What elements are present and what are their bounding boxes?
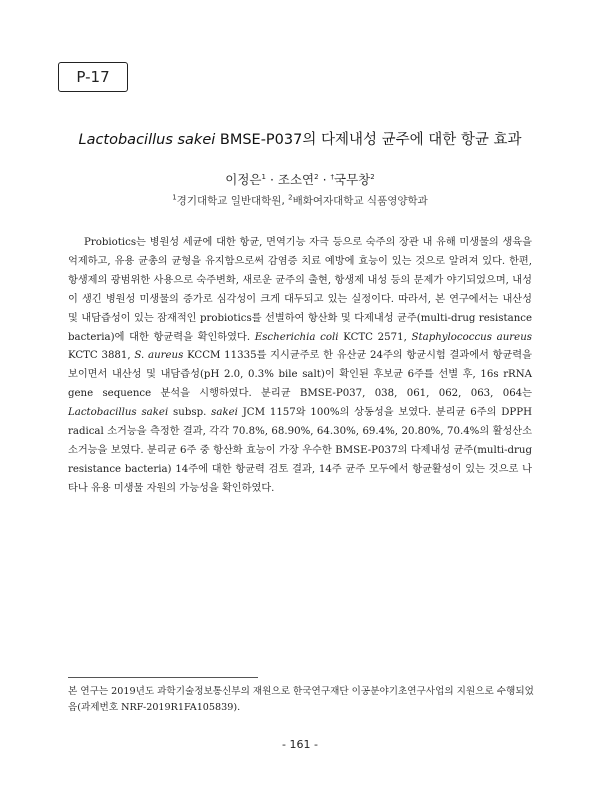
affil-2-mark: 2 xyxy=(288,193,293,202)
affil-1-mark: 1 xyxy=(172,193,177,202)
author-3-name: 국무창 xyxy=(334,172,371,187)
author-1-name: 이정은 xyxy=(225,172,262,187)
page-number: - 161 - xyxy=(282,738,318,751)
species-name: sakei xyxy=(211,407,238,419)
species-name: Escherichia coli xyxy=(254,331,339,343)
abstract-text: Probiotics는 병원성 세균에 대한 항균, 면역기능 자극 등으로 숙주의 장관 내 유해 미생물의 생육을 억제하고, 유용 균총의 균형을 유지함으로써 감염증 치료 예방에 효능이 있는 것으로 알려져 있다. 한편, 항생제의 광범위한 사용으로 숙주변화, 새로운 균주의 출현, 항생제 내성 등의 문제가 야기되었으며, 내성이 생긴 병원성 미생물의 증가로 심각성이 크게 대두되고 있는 실정이다. 따라서, 본 연구에서는 내산성 및 내담즙성이 있는 잠재적인 probiotics를 선별하여 항산화 및 다제내성 균주(multi-drug resistance bacteria)에 대한 항균력을 확인하였다. xyxy=(68,237,532,343)
author-2-affil-mark: 2 xyxy=(314,172,319,181)
abstract-text: KCTC 3881, xyxy=(68,350,135,362)
author-2-name: 조소연 xyxy=(277,172,315,187)
abstract-text: KCCM 11335를 지시균주로 한 유산균 24주의 항균시험 결과에서 항균력을 보이면서 내산성 및 내담즙성(pH 2.0, 0.3% bile salt)이 확인된 후보균 6주를 선별 후, 16s rRNA gene sequence 분석을 시행하였다. 분리균 BMSE-P037, 038, 061, 062, 063, 064는 xyxy=(68,350,532,400)
title-rest: BMSE-P037의 다제내성 균주에 대한 항균 효과 xyxy=(215,132,522,148)
corresponding-author-mark: † xyxy=(330,172,335,181)
abstract-body xyxy=(68,234,532,499)
affil-2-text: 배화여자대학교 식품영양학과 xyxy=(292,195,428,207)
species-name: Lactobacillus sakei xyxy=(68,407,169,419)
author-separator: · xyxy=(265,172,278,187)
species-name: S. aureus xyxy=(134,350,184,362)
title-species-italic: Lactobacillus sakei xyxy=(78,132,216,148)
paper-title xyxy=(60,128,540,149)
author-1-affil-mark: 1 xyxy=(261,172,266,181)
species-name: Staphylococcus aureus xyxy=(411,331,532,343)
abstract-text: subsp. xyxy=(168,407,212,419)
footnote-divider xyxy=(68,677,258,678)
abstract-text: KCTC 2571, xyxy=(338,331,412,343)
author-list xyxy=(60,170,540,188)
abstract-text: JCM 1157와 100%의 상동성을 보였다. 분리균 6주의 DPPH radical 소거능을 측정한 결과, 각각 70.8%, 68.90%, 64.30%, 69.4%, 20.80%, 70.4%의 활성산소 소거능을 보였다. 분리균 6주 중 항산화 효능이 가장 우수한 BMSE-P037의 다제내성 균주(multi-drug resistance bacteria) 14주에 대한 항균력 검토 결과, 14주 균주 모두에서 항균활성이 있는 것으로 나타나 유용 미생물 자원의 가능성을 확인하였다. xyxy=(68,407,532,494)
funding-footnote: 본 연구는 2019년도 과학기술정보통신부의 재원으로 한국연구재단 이공분야기초연구사업의 지원으로 수행되었음(과제번호 NRF-2019R1FA105839). xyxy=(68,686,534,713)
author-3-affil-mark: 2 xyxy=(370,172,375,181)
affil-1-text: 경기대학교 일반대학원, xyxy=(176,195,289,207)
poster-id-badge: P-17 xyxy=(58,62,128,92)
author-separator: · xyxy=(318,172,331,187)
affiliations xyxy=(60,193,540,208)
